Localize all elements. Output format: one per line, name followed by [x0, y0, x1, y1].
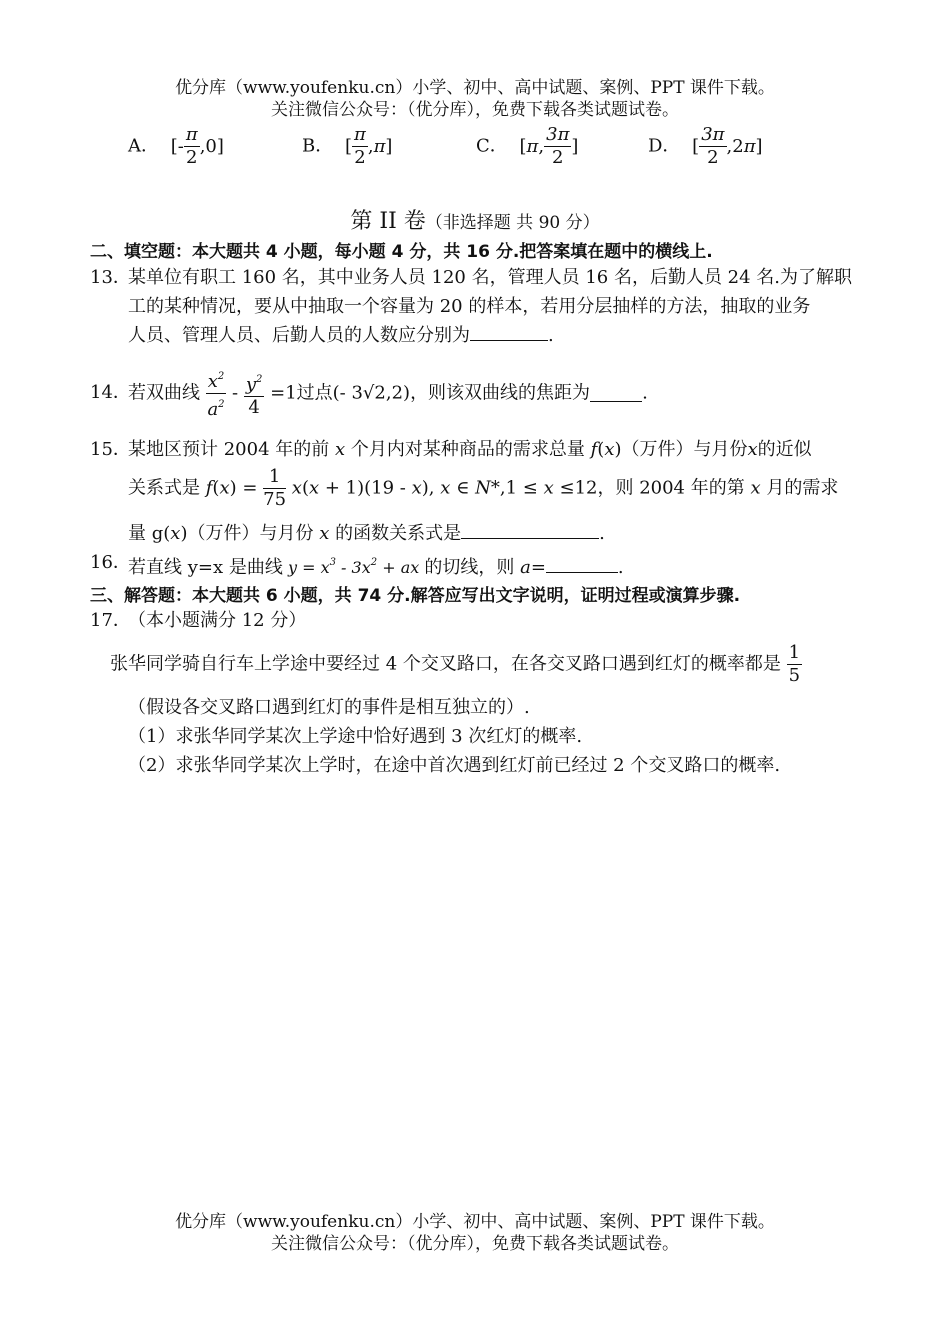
q15-line-2: 关系式是 f(x) = $\frac{1}{75}$ x(x + 1)(19 - x), x ∈ N*,1 ≤ x ≤12，则 2004 年的第 x 月的需求 — [128, 466, 839, 510]
q15-l3c: 的函数关系式是 — [335, 523, 462, 544]
option-d-label: D． — [648, 135, 681, 157]
q14-line: 若双曲线 $\frac{x^2}{a^2}$ - $\frac{y^2}{4}$ =1过点(- 3√2,2)，则该双曲线的焦距为 . — [128, 366, 648, 421]
q15-line-3: 量 g(x)（万件）与月份 x 的函数关系式是 . — [128, 523, 605, 544]
q17-frac-num: 1 — [788, 642, 801, 663]
q16-number: 16． — [90, 552, 131, 573]
q16-line: 若直线 y=x 是曲线 $y = x^3 - 3x^2$ + ax 的切线，则 a= . — [128, 557, 624, 578]
q15-l1c: （万件）与月份 — [621, 439, 748, 460]
q14-number: 14． — [90, 382, 131, 403]
q15-l3a: 量 g( — [128, 523, 171, 544]
header-line-1: 优分库（www.youfenku.cn）小学、初中、高中试题、案例、PPT 课件下载。 — [175, 78, 775, 98]
option-c-label: C． — [476, 135, 508, 157]
q14-post: ，则该双曲线的焦距为 — [410, 382, 591, 404]
option-b-math: $\frac{\pi}{2}$ — [354, 124, 366, 168]
q16-pre: 若直线 y=x 是曲线 — [128, 557, 283, 578]
q17-number: 17． — [90, 610, 131, 631]
option-d-math: $\frac{3\pi}{2}$ — [701, 124, 725, 168]
q15-line-1: 某地区预计 2004 年的前 x 个月内对某种商品的需求总量 f(x)（万件）与月份x的近似 — [128, 439, 812, 460]
footer-line-1: 优分库（www.youfenku.cn）小学、初中、高中试题、案例、PPT 课件下载。 — [175, 1212, 775, 1232]
fill-in-heading: 二、填空题：本大题共 4 小题，每小题 4 分，共 16 分.把答案填在题中的横线上. — [90, 242, 713, 262]
section-title-sub: （非选择题 共 90 分） — [425, 213, 600, 233]
option-b: B． [ $\frac{\pi}{2}$ ,π] — [302, 124, 393, 168]
option-a-math: $\frac{\pi}{2}$ — [185, 124, 198, 168]
q17-note: （假设各交叉路口遇到红灯的事件是相互独立的）. — [128, 697, 530, 718]
q13-line-3-text: 人员、管理人员、后勤人员的人数应分别为 — [128, 325, 470, 346]
q17-frac — [787, 642, 802, 687]
q13-line-1: 某单位有职工 160 名，其中业务人员 120 名，管理人员 16 名，后勤人员 24 名.为了解职 — [128, 267, 853, 288]
solve-heading: 三、解答题：本大题共 6 小题，共 74 分.解答应写出文字说明，证明过程或演算步骤. — [90, 586, 741, 606]
q15-l1a: 某地区预计 2004 年的前 — [128, 439, 330, 460]
option-a-label: A． — [128, 135, 159, 157]
q15-l2a: 关系式是 — [128, 477, 200, 499]
q15-number: 15． — [90, 439, 131, 460]
section-title-main: 第 II 卷 — [350, 209, 426, 234]
q16-answer-blank[interactable] — [546, 556, 618, 573]
q15-l1b: 个月内对某种商品的需求总量 — [350, 439, 585, 460]
section-title — [0, 204, 950, 235]
q16-post: 的切线，则 — [424, 557, 515, 578]
q15-frac: $\frac{1}{75}$ — [263, 466, 287, 510]
q14-mid: 过点 — [296, 382, 333, 404]
q17-part-1: （1）求张华同学某次上学途中恰好遇到 3 次红灯的概率. — [128, 726, 583, 747]
q15-l3b: )（万件）与月份 — [180, 523, 314, 544]
q17-frac-den: 5 — [788, 665, 801, 686]
q17-score: （本小题满分 12 分） — [128, 610, 307, 631]
q15-l2c: 月的需求 — [766, 477, 839, 499]
q14-answer-blank[interactable] — [590, 385, 642, 402]
q14-frac-x: $\frac{x^2}{a^2}$ — [206, 366, 227, 421]
q17-body-text: 张华同学骑自行车上学途中要经过 4 个交叉路口，在各交叉路口遇到红灯的概率都是 — [110, 653, 781, 675]
q14-frac-y: $\frac{y^2}{4}$ — [244, 369, 265, 419]
q13-line-3: 人员、管理人员、后勤人员的人数应分别为 . — [128, 325, 554, 346]
q13-answer-blank[interactable] — [470, 324, 548, 341]
q14-pre: 若双曲线 — [128, 382, 200, 404]
q17-body — [110, 642, 802, 687]
option-c-math: $\frac{3\pi}{2}$ — [546, 124, 570, 168]
q17-part-2: （2）求张华同学某次上学时，在途中首次遇到红灯前已经过 2 个交叉路口的概率. — [128, 755, 781, 776]
q13-line-2: 工的某种情况，要从中抽取一个容量为 20 的样本，若用分层抽样的方法，抽取的业务 — [128, 296, 811, 317]
header-line-2: 关注微信公众号：（优分库），免费下载各类试题试卷。 — [271, 100, 679, 120]
q15-answer-blank[interactable] — [461, 522, 599, 539]
footer-line-2: 关注微信公众号：（优分库），免费下载各类试题试卷。 — [271, 1234, 679, 1254]
q15-l2b: ，则 2004 年的第 — [597, 477, 745, 499]
option-a: A． [- $\frac{\pi}{2}$ ,0] — [128, 124, 224, 168]
option-d: D． [ $\frac{3\pi}{2}$ ,2π] — [648, 124, 763, 168]
option-c: C． [π, $\frac{3\pi}{2}$ ] — [476, 124, 579, 168]
q13-number: 13． — [90, 267, 131, 288]
option-b-label: B． — [302, 135, 334, 157]
q15-l1d: 的近似 — [757, 439, 812, 460]
